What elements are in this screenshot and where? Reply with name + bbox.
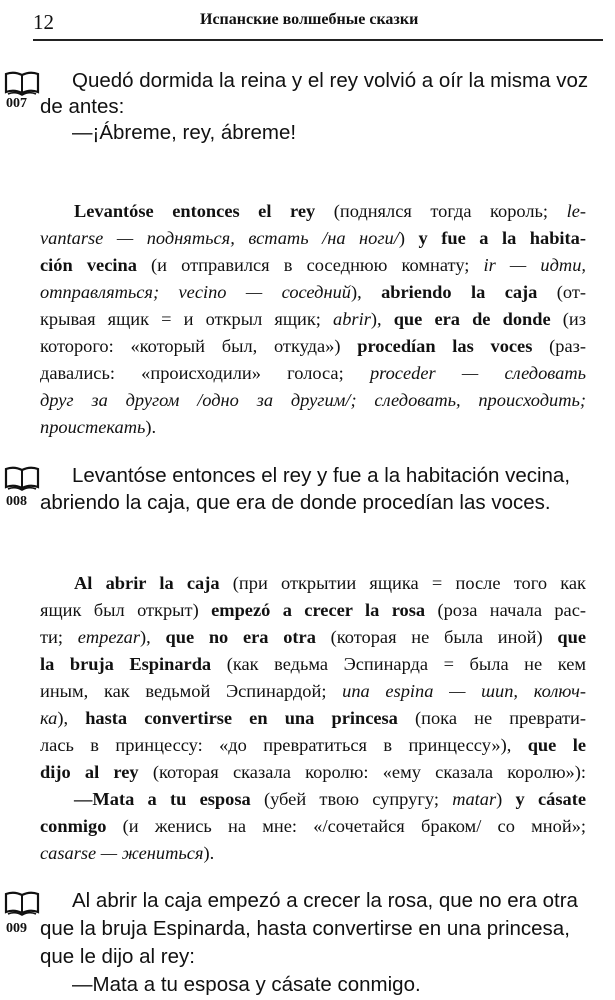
- italic-gloss: casarse — жениться: [40, 843, 204, 863]
- commentary-line: [40, 570, 586, 597]
- spanish-phrase: que era de donde: [393, 309, 551, 329]
- commentary-line: [40, 651, 586, 678]
- commentary-line: [40, 705, 586, 732]
- track-number: 007: [6, 96, 27, 111]
- italic-gloss: проистекать: [40, 417, 146, 437]
- track-number: 008: [6, 494, 27, 509]
- translation-text: ),: [140, 627, 166, 647]
- spanish-phrase: la bruja Espinarda: [40, 654, 212, 674]
- spanish-phrase: que no era otra: [165, 627, 316, 647]
- audio-text-line: —¡Ábreme, rey, ábreme!: [72, 121, 297, 144]
- translation-text: ),: [57, 708, 86, 728]
- commentary-line: [40, 813, 586, 840]
- commentary-line: [40, 279, 586, 306]
- audio-text-line: Al abrir la caja empezó a crecer la rosa, que no era otra: [72, 889, 578, 912]
- commentary-line: [40, 360, 586, 387]
- commentary-line: [40, 306, 586, 333]
- running-title: Испанские волшебные сказки: [200, 11, 419, 28]
- commentary-line: [40, 414, 586, 441]
- commentary-paragraph: [40, 570, 586, 867]
- italic-gloss: отправляться; vecino — соседний: [40, 282, 351, 302]
- translation-text: (роза начала рас-: [425, 600, 587, 620]
- spanish-phrase: hasta convertirse en una princesa: [85, 708, 398, 728]
- translation-text: ),: [350, 282, 382, 302]
- open-book-icon: [4, 890, 40, 916]
- commentary-line: [40, 840, 586, 867]
- translation-text: (как ведьма Эспинарда = была не кем: [211, 654, 586, 674]
- translation-text: крывая ящик = и открыл ящик;: [40, 309, 334, 329]
- commentary-paragraph: [40, 198, 586, 441]
- italic-gloss: proceder — следовать: [369, 363, 586, 383]
- spanish-phrase: —Mata a tu esposa: [74, 789, 251, 809]
- commentary-line: [40, 225, 586, 252]
- translation-text: ),: [370, 309, 394, 329]
- audio-text-line: que la bruja Espinarda, hasta convertirse en una princesa,: [40, 917, 570, 940]
- audio-text-line: que le dijo al rey:: [40, 945, 195, 968]
- open-book-icon: [4, 70, 40, 96]
- translation-text: (поднялся тогда король;: [315, 201, 567, 221]
- commentary-line: [40, 759, 586, 786]
- open-book-icon: [4, 465, 40, 491]
- spanish-phrase: procedían las voces: [357, 336, 533, 356]
- translation-text: (раз-: [532, 336, 586, 356]
- translation-text: (которая сказала королю: «ему сказала королю»):: [138, 762, 586, 782]
- translation-text: (от-: [537, 282, 587, 302]
- translation-text: (пока не преврати-: [397, 708, 587, 728]
- translation-text: ): [496, 789, 516, 809]
- translation-text: давались: «происходили» голоса;: [40, 363, 370, 383]
- translation-text: ).: [203, 843, 219, 863]
- header-rule: [33, 39, 603, 41]
- audio-text-line: de antes:: [40, 95, 125, 118]
- commentary-line: [40, 198, 586, 225]
- translation-text: (и женись на мне: «/сочетайся браком/ со мной»;: [106, 816, 586, 836]
- audio-text-line: —Mata a tu esposa y cásate conmigo.: [72, 973, 421, 996]
- audio-text-line: Quedó dormida la reina y el rey volvió a oír la misma voz: [72, 69, 589, 92]
- translation-text: лась в принцессу: «до превратиться в принцессу»),: [40, 735, 528, 755]
- spanish-phrase: que le: [527, 735, 586, 755]
- commentary-line: [40, 678, 586, 705]
- translation-text: (убей твою супругу;: [250, 789, 453, 809]
- translation-text: (которая не была иной): [315, 627, 558, 647]
- commentary-line: [40, 732, 586, 759]
- spanish-phrase: y cásate: [515, 789, 587, 809]
- translation-text: ящик был открыт): [40, 600, 212, 620]
- translation-text: ).: [145, 417, 161, 437]
- translation-text: (из: [550, 309, 586, 329]
- italic-gloss: ir — идти,: [483, 255, 586, 275]
- spanish-phrase: y fue a la habita-: [418, 228, 586, 248]
- spanish-phrase: Levantóse entonces el rey: [74, 201, 316, 221]
- spanish-phrase: Al abrir la caja: [74, 573, 220, 593]
- translation-text: ): [398, 228, 419, 248]
- italic-gloss: abrir: [333, 309, 371, 329]
- commentary-line: [40, 333, 586, 360]
- italic-gloss: друг за другом /одно за другим/; следовать, происходить;: [40, 390, 586, 410]
- spanish-phrase: que: [557, 627, 586, 647]
- italic-gloss: una espina — шип, колюч-: [342, 681, 586, 701]
- italic-gloss: le-: [566, 201, 586, 221]
- italic-gloss: ка: [40, 708, 58, 728]
- italic-gloss: vantarse — подняться, встать /на ноги/: [40, 228, 399, 248]
- spanish-phrase: abriendo la caja: [381, 282, 538, 302]
- commentary-line: [40, 624, 586, 651]
- audio-text-line: Levantóse entonces el rey y fue a la habitación vecina,: [72, 464, 571, 487]
- translation-text: (при открытии ящика = после того как: [219, 573, 586, 593]
- page-number: 12: [33, 10, 54, 34]
- audio-text-line: abriendo la caja, que era de donde procedían las voces.: [40, 491, 551, 514]
- track-number: 009: [6, 921, 27, 936]
- spanish-phrase: conmigo: [40, 816, 107, 836]
- italic-gloss: matar: [452, 789, 497, 809]
- commentary-line: [40, 786, 586, 813]
- spanish-phrase: empezó a crecer la rosa: [211, 600, 426, 620]
- spanish-phrase: ción vecina: [40, 255, 137, 275]
- translation-text: ти;: [40, 627, 78, 647]
- translation-text: (и отправился в соседнюю комнату;: [136, 255, 484, 275]
- commentary-line: [40, 252, 586, 279]
- commentary-line: [40, 387, 586, 414]
- spanish-phrase: dijo al rey: [40, 762, 139, 782]
- italic-gloss: empezar: [77, 627, 141, 647]
- translation-text: иным, как ведьмой Эспинардой;: [40, 681, 343, 701]
- commentary-line: [40, 597, 586, 624]
- translation-text: которого: «который был, откуда»): [40, 336, 358, 356]
